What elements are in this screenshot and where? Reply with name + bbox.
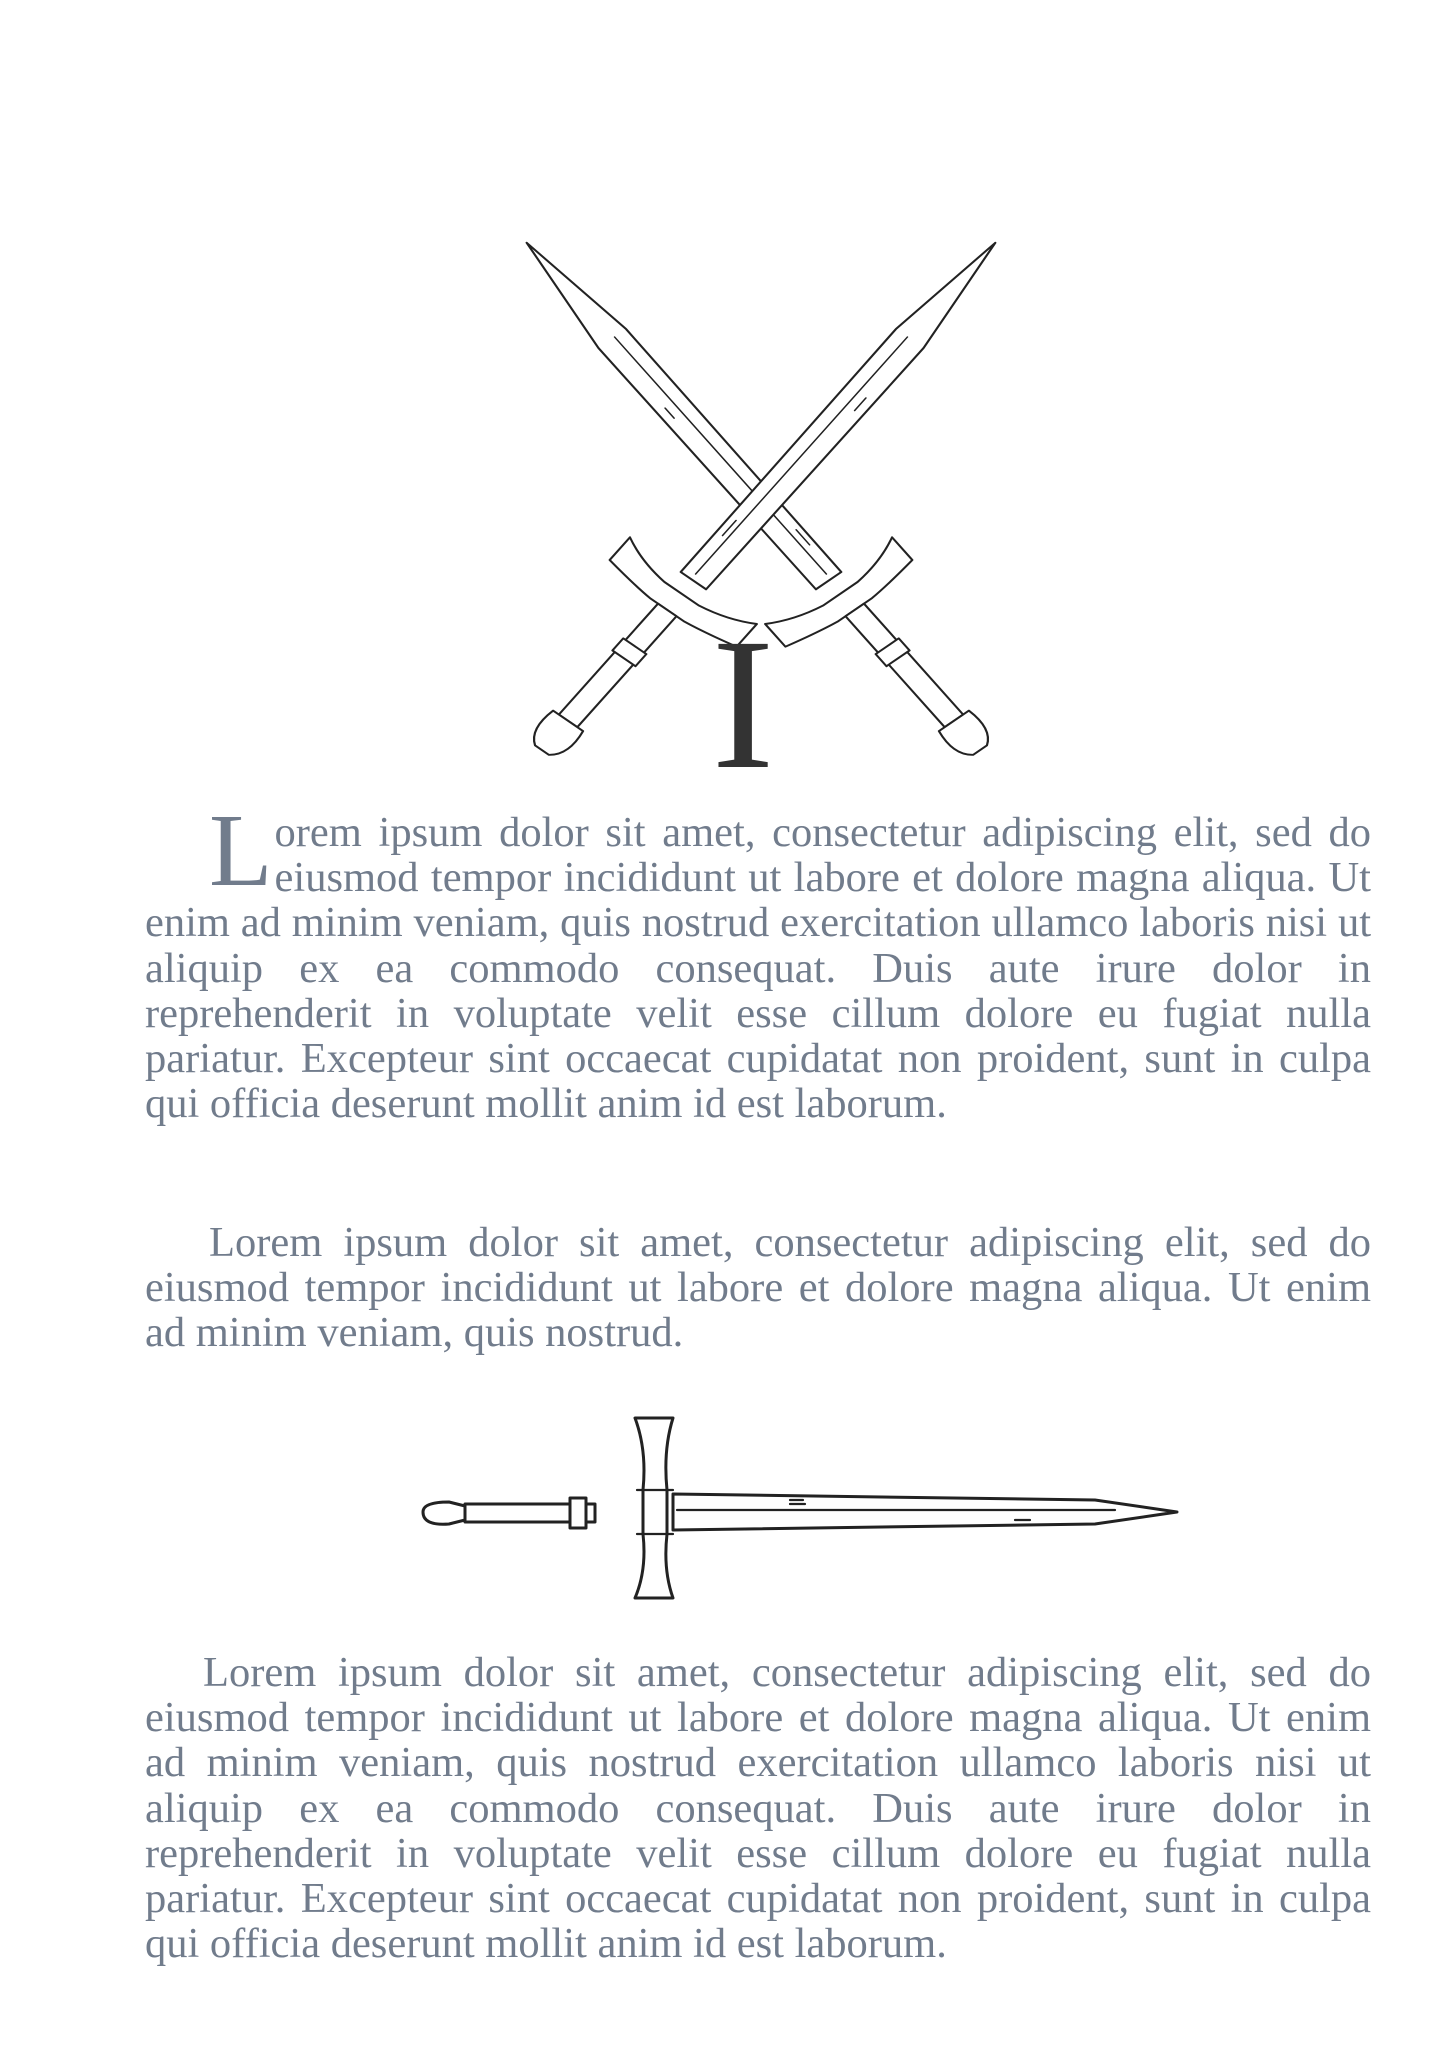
paragraph-second: Lorem ipsum dolor sit amet, consectetur adipiscing elit, sed do eiusmod tempor incididunt ut labore et dolore magna aliqua. Ut enim ad minim veniam, quis nostrud. <box>145 1219 1371 1357</box>
paragraph-third: Lorem ipsum dolor sit amet, consectetur adipiscing elit, sed do eiusmod tempor incididunt ut labore et dolore magna aliqua. Ut enim ad minim veniam, quis nostrud exercitation ullamco laboris nisi ut aliquip ex ea commodo consequat. Duis aute irure dolor in reprehenderit in voluptate velit esse cillum dolore eu fugiat nulla pariatur. Excepteur sint occaecat cupidatat non proident, sunt in culpa qui officia deserunt mollit anim id est laborum. <box>145 1649 1371 1968</box>
drop-cap: L <box>209 793 273 908</box>
paragraph-first <box>145 793 1371 1128</box>
paragraph-first-text: orem ipsum dolor sit amet, consectetur adipiscing elit, sed do eiusmod tempor incididunt ut labore et dolore magna aliqua. Ut enim ad minim veniam, quis nostrud exercitation ullamco laboris nisi ut aliquip ex ea commodo consequat. Duis aute irure dolor in reprehenderit in voluptate velit esse cillum dolore eu fugiat nulla pariatur. Excepteur sint occaecat cupidatat non proident, sunt in culpa qui officia deserunt mollit anim id est laborum. <box>145 809 1371 1128</box>
sword-icon <box>415 1410 1185 1606</box>
chapter-numeral: I <box>711 599 775 808</box>
